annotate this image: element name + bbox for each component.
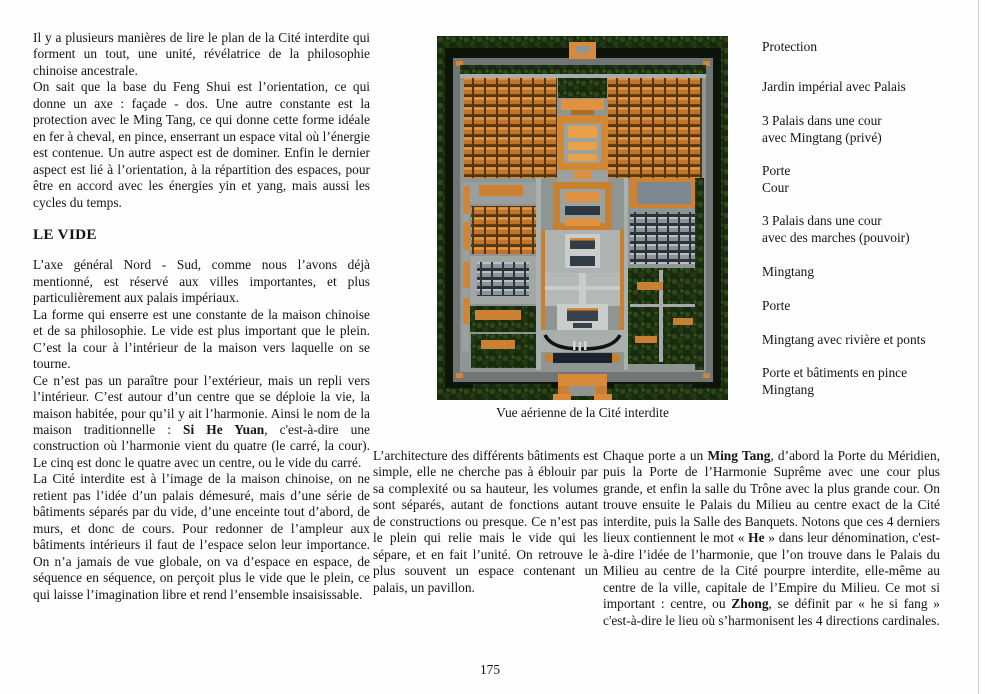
legend-line: 3 Palais dans une cour (762, 113, 882, 128)
paragraph-cite-interdite: La Cité interdite est à l’image de la maison chinoise, on ne retient pas l’idée d’un palais démesuré, mais d’une série de bâtiments séparés par du vide, d’une enceinte tout d’abord, de murs, et donc de cours. Pour redonner de l’ampleur aux bâtiments intérieurs il faut de l’espace selon leur importance. On n’a jamais de vue globale, on va d’espace en espace, de séquence en séquence, on perçoit plus le vide que le plein, ce qui laisse l’imagination libre et rend l’ensemble insaisissable. (33, 471, 370, 602)
section-heading-le-vide: LE VIDE (33, 225, 97, 243)
legend-porte (762, 297, 790, 314)
bottom-middle-column (373, 448, 598, 596)
legend-mingtang-riviere (762, 331, 926, 348)
legend-line: Mingtang (762, 264, 815, 279)
paragraph-text: » dans leur dénomination, c'est-à-dire l’idée de l’harmonie, que l’on trouve dans le Palais du Milieu au centre de la Cité pourpre interdite, elle-même au centre de la ville, capitale de l’Empire du Milieu. Ce mot si important : centre, ou (603, 530, 940, 612)
legend-line: Cour (762, 180, 789, 195)
page-edge-line (978, 0, 979, 694)
legend-protection (762, 38, 817, 55)
legend-line: Mingtang avec rivière et ponts (762, 332, 926, 347)
legend-porte-cour (762, 162, 790, 196)
paragraph-text: , se définit par « he si fang » c'est-à-dire le lieu où s’harmonisent les 4 directions cardinales. (603, 596, 940, 628)
paragraph-portes (603, 448, 940, 629)
legend-mingtang (762, 263, 814, 280)
paragraph-feng-shui: On sait que la base du Feng Shui est l’orientation, ce qui donne un axe : façade - dos. Une autre constante est la protection avec le Ming Tang, ce qui donne cette forme idéale en fer à cheval, en pince, enserrant un espace vital où l’énergie est contenue. Un autre aspect est de dominer. Enfin le dernier aspect est lié à l’orientation, à la répartition des espaces, pour être en accord avec les énergies yin et yang, mais aussi les cycles du temps. (33, 79, 370, 210)
legend-line: Porte (762, 298, 791, 313)
page-number: 175 (479, 662, 501, 677)
term-ming-tang: Ming Tang (707, 448, 771, 463)
legend-line: avec Mingtang (privé) (762, 130, 882, 145)
legend-line: avec des marches (pouvoir) (762, 230, 910, 245)
legend-line: Jardin impérial avec Palais (762, 79, 906, 94)
paragraph-axe: L’axe général Nord - Sud, comme nous l’avons déjà mentionné, est réservé aux villes importantes, et plus particulièrement aux palais impériaux. (33, 257, 370, 306)
legend-3-palais-prive (762, 112, 882, 146)
legend-line: Porte et bâtiments en pince (762, 365, 908, 380)
legend-jardin-imperial (762, 78, 906, 95)
paragraph-intro: Il y a plusieurs manières de lire le plan de la Cité interdite qui forment un tout, une unité, révélatrice de la philosophie chinoise ancestrale. (33, 30, 370, 78)
legend-3-palais-pouvoir (762, 212, 910, 246)
bottom-right-column (603, 448, 940, 629)
legend-line: Mingtang (762, 382, 815, 397)
term-si-he-yuan: Si He Yuan (183, 421, 265, 437)
left-column (33, 30, 370, 603)
legend-line: 3 Palais dans une cour (762, 213, 882, 228)
photo-imperial-garden (558, 78, 607, 98)
legend-line: Protection (762, 39, 818, 54)
paragraph-text: , d’abord la Porte du Méridien, puis la Porte de l’Harmonie Suprême avec une cour plus grande, et enfin la salle du Trône avec la plus grande cour. On trouve ensuite le Palais du Milieu au centre exact de la Cité interdite, puis la Salle des Banquets. Notons que ces 4 derniers lieux contiennent le mot « (603, 448, 940, 546)
figure-aerial-photo (437, 36, 728, 400)
forbidden-city-aerial-photo (437, 36, 728, 400)
paragraph-repli (33, 373, 370, 472)
paragraph-text: , c'est-à-dire une construction où l’harmonie vient du quatre (le carré, la cour). Le cinq est donc le quatre avec un centre, ou le vide du carré. (33, 421, 370, 470)
paragraph-text: Ce n’est pas un paraître pour l’extérieur, mais un repli vers l’intérieur. C’est autour d’un centre que se déploie la vie, la maison habitée, pour qu’il y ait l’harmonie. Ainsi le nom de la maison traditionnelle : (33, 372, 370, 437)
figure-caption: Vue aérienne de la Cité interdite (496, 405, 669, 420)
paragraph-forme: La forme qui enserre est une constante de la maison chinoise et de sa philosophie. Le vide est plus important que le plein. C’est la cour à l’intérieur de la maison vers laquelle on se tourne. (33, 306, 370, 372)
paragraph-text: Chaque porte a un (603, 448, 708, 463)
term-zhong: Zhong (731, 596, 769, 612)
photo-meridian-gate (558, 374, 607, 386)
term-he: He (748, 530, 765, 546)
paragraph-architecture: L’architecture des différents bâtiments est simple, elle ne cherche pas à éblouir par sa complexité ou sa hauteur, les volumes sont séparés, autant de fonctions autant de constructions ou presque. Ce n’est pas le plein qui relie mais le vide qui les sépare, et en fait l’unité. On retrouve le plus souvent un espace contenant un palais, un pavillon. (373, 448, 598, 595)
legend-porte-pince (762, 364, 907, 398)
legend-line: Porte (762, 163, 791, 178)
